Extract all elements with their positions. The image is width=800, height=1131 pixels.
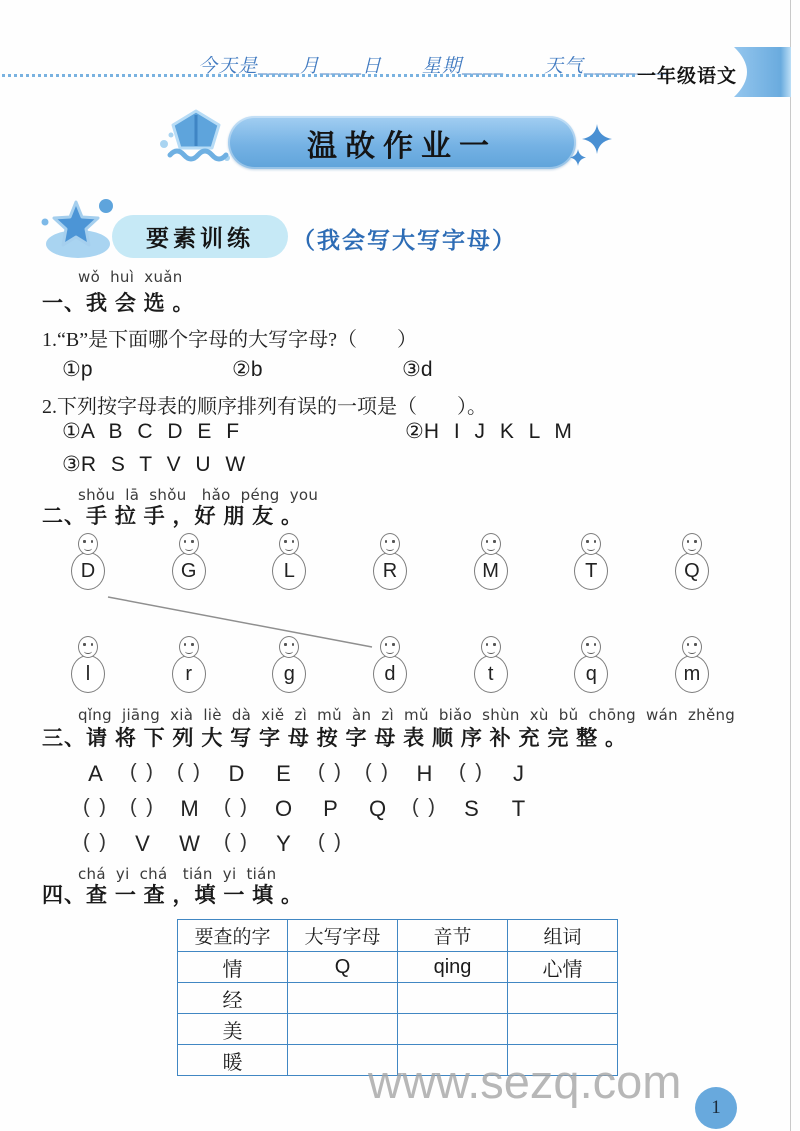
table-cell-empty[interactable] (398, 983, 508, 1014)
snowman-mouth (185, 546, 193, 551)
sec1-heading: 一、我 会 选 。 (42, 292, 195, 315)
letter-given: J (513, 761, 524, 786)
snowman-eye (284, 540, 287, 543)
table-cell: 美 (178, 1014, 288, 1045)
snowman-eye (184, 643, 187, 646)
snowman-eye (486, 643, 489, 646)
snowman-letter: Q (675, 552, 709, 590)
letter-given: A (88, 761, 103, 786)
snowman-mouth (487, 546, 495, 551)
letter-sequence-row (72, 761, 542, 787)
letter-given: Q (368, 796, 387, 821)
section-band-title: 要素训练 (112, 215, 288, 258)
snowman-head (179, 533, 199, 555)
sec2-heading: 二、手 拉 手 ，好 朋 友 。 (42, 505, 304, 528)
snowman-head (481, 636, 501, 658)
lookup-table (177, 919, 618, 1076)
table-cell-empty[interactable] (508, 983, 618, 1014)
letter-sequence-row (72, 831, 542, 857)
table-cell-empty[interactable] (288, 983, 398, 1014)
snowman-eye (392, 643, 395, 646)
pinyin-sec2: shǒu lā shǒu hǎo péng you (78, 486, 319, 504)
choice-option[interactable]: ①p (62, 358, 93, 381)
snowman-letter: D (71, 552, 105, 590)
snowman-eye (292, 643, 295, 646)
snowman-letter: r (172, 655, 206, 693)
snowman-letter: T (574, 552, 608, 590)
table-cell-empty[interactable] (508, 1014, 618, 1045)
grade-label: 一年级语文 (637, 66, 738, 87)
pinyin-sec3: qǐng jiāng xià liè dà xiě zì mǔ àn zì mǔ biǎo shùn xù bǔ chōng wán zhěng (78, 706, 736, 724)
snowman-eye (586, 540, 589, 543)
snowman-mouth (386, 649, 394, 654)
snowman-head (682, 636, 702, 658)
table-cell: 情 (178, 952, 288, 983)
section-band-subtitle: （我会写大写字母） (292, 227, 517, 253)
sec1-q2-choices (62, 419, 572, 477)
sparkles-icon (566, 122, 614, 179)
letter-blank[interactable]: ( ) (130, 761, 155, 783)
letter-blank[interactable]: ( ) (318, 761, 343, 783)
matching-area (65, 533, 715, 705)
snowman-eye (392, 540, 395, 543)
letter-blank[interactable]: ( ) (318, 831, 343, 853)
pinyin-sec1: wǒ huì xuǎn (78, 268, 183, 286)
snowman-head (78, 636, 98, 658)
page-edge-line (790, 0, 791, 1131)
choice-option[interactable]: ②b (232, 358, 263, 381)
letter-blank[interactable]: ( ) (224, 796, 249, 818)
snowman-eye (594, 540, 597, 543)
table-header-cell: 大写字母 (288, 920, 398, 952)
example-match-line (65, 533, 715, 705)
grade-ribbon (734, 47, 791, 97)
snowman-letter: q (574, 655, 608, 693)
snowman-mouth (84, 546, 92, 551)
choice-option[interactable]: ②H I J K L M (405, 420, 572, 443)
letter-blank[interactable]: ( ) (412, 796, 437, 818)
snowman-eye (694, 643, 697, 646)
page-number-badge: 1 (695, 1087, 737, 1129)
snowman-mouth (285, 649, 293, 654)
banner-title: 温故作业一 (228, 116, 576, 169)
letter-blank[interactable]: ( ) (83, 831, 108, 853)
snowman-eye (83, 643, 86, 646)
snowman-mouth (185, 649, 193, 654)
table-row (178, 1014, 618, 1045)
snowman-eye (184, 540, 187, 543)
sec3-heading: 三、请 将 下 列 大 写 字 母 按 字 母 表 顺 序 补 充 完 整 。 (42, 727, 628, 750)
snowman-eye (486, 540, 489, 543)
letter-given: S (464, 796, 479, 821)
dotted-divider (2, 74, 635, 77)
snowman-letter: M (474, 552, 508, 590)
table-header-row (178, 920, 618, 952)
sec1-q1-text: 1.“B”是下面哪个字母的大写字母?（ ） (42, 329, 417, 351)
snowman-head (78, 533, 98, 555)
letter-sequence-row (72, 796, 542, 822)
table-cell: qing (398, 952, 508, 983)
snowman-mouth (386, 546, 394, 551)
snowman-mouth (487, 649, 495, 654)
letter-given: T (511, 796, 526, 821)
snowman-eye (493, 540, 496, 543)
letter-blank[interactable]: ( ) (224, 831, 249, 853)
table-header-cell: 要查的字 (178, 920, 288, 952)
choice-option[interactable]: ③d (402, 358, 433, 381)
letter-given: Y (276, 831, 291, 856)
sec1-q2-text: 2.下列按字母表的顺序排列有误的一项是（ ）。 (42, 396, 487, 418)
snowman-eye (91, 643, 94, 646)
snowman-head (682, 533, 702, 555)
letter-blank[interactable]: ( ) (365, 761, 390, 783)
snowman-head (380, 533, 400, 555)
snowman-eye (594, 643, 597, 646)
snowman-eye (385, 540, 388, 543)
letter-blank[interactable]: ( ) (459, 761, 484, 783)
snowman-letter: L (272, 552, 306, 590)
snowman-mouth (587, 546, 595, 551)
snowman-eye (586, 643, 589, 646)
choice-option[interactable]: ③R S T V U W (62, 453, 246, 476)
table-cell: 经 (178, 983, 288, 1014)
letter-given: O (274, 796, 293, 821)
snowman-eye (284, 643, 287, 646)
snowman-head (179, 636, 199, 658)
snowman-mouth (587, 649, 595, 654)
boat-splash-icon (154, 106, 238, 179)
snowman-letter: d (373, 655, 407, 693)
snowman-eye (292, 540, 295, 543)
letter-given: W (179, 831, 200, 856)
table-cell: Q (288, 952, 398, 983)
table-cell-empty[interactable] (288, 1014, 398, 1045)
snowman-eye (687, 540, 690, 543)
snowman-letter: g (272, 655, 306, 693)
table-row (178, 952, 618, 983)
snowman-mouth (285, 546, 293, 551)
snowman-mouth (688, 546, 696, 551)
date-fill-line[interactable]: 今天是____月____日 星期____ 天气________ (198, 56, 669, 77)
table-row (178, 983, 618, 1014)
letter-blank[interactable]: ( ) (83, 796, 108, 818)
table-header-cell: 音节 (398, 920, 508, 952)
snowman-head (481, 533, 501, 555)
table-cell: 暖 (178, 1045, 288, 1076)
letter-sequence-block (72, 761, 542, 866)
watermark: www.sezq.com (368, 1055, 682, 1108)
snowman-letter: t (474, 655, 508, 693)
snowman-letter: l (71, 655, 105, 693)
snowman-mouth (688, 649, 696, 654)
snowman-eye (91, 540, 94, 543)
snowman-letter: G (172, 552, 206, 590)
ribbon-shape-icon (734, 47, 791, 97)
sec1-q1-choices (62, 357, 572, 382)
letter-given: V (135, 831, 150, 856)
snowman-letter: R (373, 552, 407, 590)
snowman-letter: m (675, 655, 709, 693)
letter-given: D (228, 761, 245, 786)
pinyin-sec4: chá yi chá tián yi tián (78, 865, 277, 883)
snowman-eye (694, 540, 697, 543)
table-cell: 心情 (508, 952, 618, 983)
snowman-eye (385, 643, 388, 646)
letter-blank[interactable]: ( ) (177, 761, 202, 783)
letter-given: P (323, 796, 338, 821)
snowman-eye (191, 643, 194, 646)
letter-given: M (180, 796, 199, 821)
snowman-eye (687, 643, 690, 646)
sec4-heading: 四、查 一 查 ，填 一 填 。 (42, 884, 304, 907)
table-cell-empty[interactable] (398, 1014, 508, 1045)
letter-given: H (416, 761, 433, 786)
snowman-eye (83, 540, 86, 543)
snowman-mouth (84, 649, 92, 654)
letter-blank[interactable]: ( ) (130, 796, 155, 818)
letter-given: E (276, 761, 291, 786)
choice-option[interactable]: ①A B C D E F (62, 420, 240, 443)
snowman-eye (191, 540, 194, 543)
snowman-eye (493, 643, 496, 646)
table-header-cell: 组词 (508, 920, 618, 952)
snowman-head (380, 636, 400, 658)
